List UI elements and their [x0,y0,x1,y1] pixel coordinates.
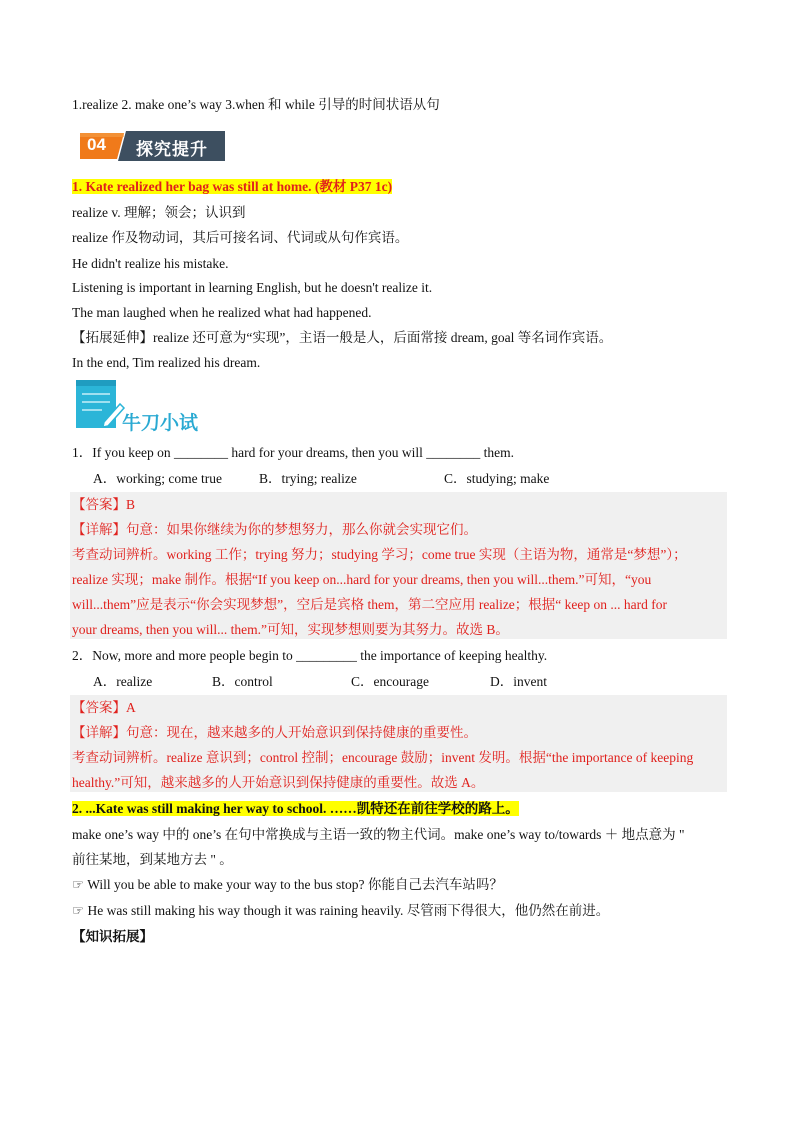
point1-definition: realize v. 理解；领会；认识到 [72,205,246,220]
banner-number: 04 [87,135,106,154]
q2-detail-2: 考查动词辨析。realize 意识到；control 控制；encourage 鼓励；invent 发明。根据“the importance of keeping [72,750,694,765]
q1-detail-3: realize 实现；make 制作。根据“If you keep on...hard for your dreams, then you will...them.”可知，“you [72,572,652,587]
q1-stem: 1．If you keep on ________ hard for your dreams, then you will ________ them. [72,445,515,460]
point2-heading: 2. ...Kate was still making her way to school. ……凯特还在前往学校的路上。 [72,801,519,816]
q1-option-a: A．working; come true [93,471,222,486]
q2-detail-3: healthy.”可知，越来越多的人开始意识到保持健康的重要性。故选 A。 [72,775,485,790]
point1-usage: realize 作及物动词，其后可接名词、代词或从句作宾语。 [72,230,409,245]
q2-answer: 【答案】A [72,700,136,715]
q2-stem: 2．Now, more and more people begin to _________ the importance of keeping healthy. [72,648,548,663]
q1-detail-1: 【详解】句意：如果你继续为你的梦想努力，那么你就会实现它们。 [72,522,477,537]
point2-example-2: ☞ He was still making his way though it was raining heavily. 尽管雨下得很大，他仍然在前进。 [72,903,610,918]
practice-title: 牛刀小试 [122,412,199,434]
section-banner [74,129,225,163]
q1-answer-box [70,492,727,639]
top-summary-line: 1.realize 2. make one’s way 3.when 和 while 引导的时间状语从句 [72,97,440,112]
practice-heading [74,378,214,434]
point2-example-1: ☞ Will you be able to make your way to the bus stop? 你能自己去汽车站吗？ [72,877,503,892]
point1-example-4: In the end, Tim realized his dream. [72,355,261,370]
point1-example-2: Listening is important in learning English, but he doesn't realize it. [72,280,433,295]
q1-option-b: B．trying; realize [259,471,357,486]
knowledge-extension-heading: 【知识拓展】 [72,929,153,944]
point1-example-1: He didn't realize his mistake. [72,256,229,271]
point1-extension: 【拓展延伸】realize 还可意为“实现”，主语一般是人，后面常接 dream, goal 等名词作宾语。 [72,330,613,345]
q2-option-d: D．invent [490,674,547,689]
notepad-pencil-icon [74,378,126,430]
q1-answer: 【答案】B [72,497,136,512]
q1-detail-5: your dreams, then you will... them.”可知，实现梦想则要为其努力。故选 B。 [72,622,509,637]
point1-example-3: The man laughed when he realized what had happened. [72,305,372,320]
q1-option-c: C．studying; make [444,471,550,486]
point2-usage-2: 前往某地，到某地方去 " 。 [72,852,233,867]
q2-detail-1: 【详解】句意：现在，越来越多的人开始意识到保持健康的重要性。 [72,725,477,740]
banner-title: 探究提升 [136,140,208,160]
point1-heading: 1. Kate realized her bag was still at home. (教材 P37 1c) [72,179,393,194]
q1-detail-4: will...them”应是表示“你会实现梦想”，空后是宾格 them，第二空应用 realize；根据“ keep on ... hard for [72,597,668,612]
q2-option-b: B．control [212,674,273,689]
q1-detail-2: 考查动词辨析。working 工作；trying 努力；studying 学习；come true 实现（主语为物，通常是“梦想”）； [72,547,687,562]
point2-usage-1: make one’s way 中的 one’s 在句中常换成与主语一致的物主代词。make one’s way to/towards ＋ 地点意为 " [72,827,685,842]
q2-option-c: C．encourage [351,674,429,689]
q2-option-a: A．realize [93,674,153,689]
